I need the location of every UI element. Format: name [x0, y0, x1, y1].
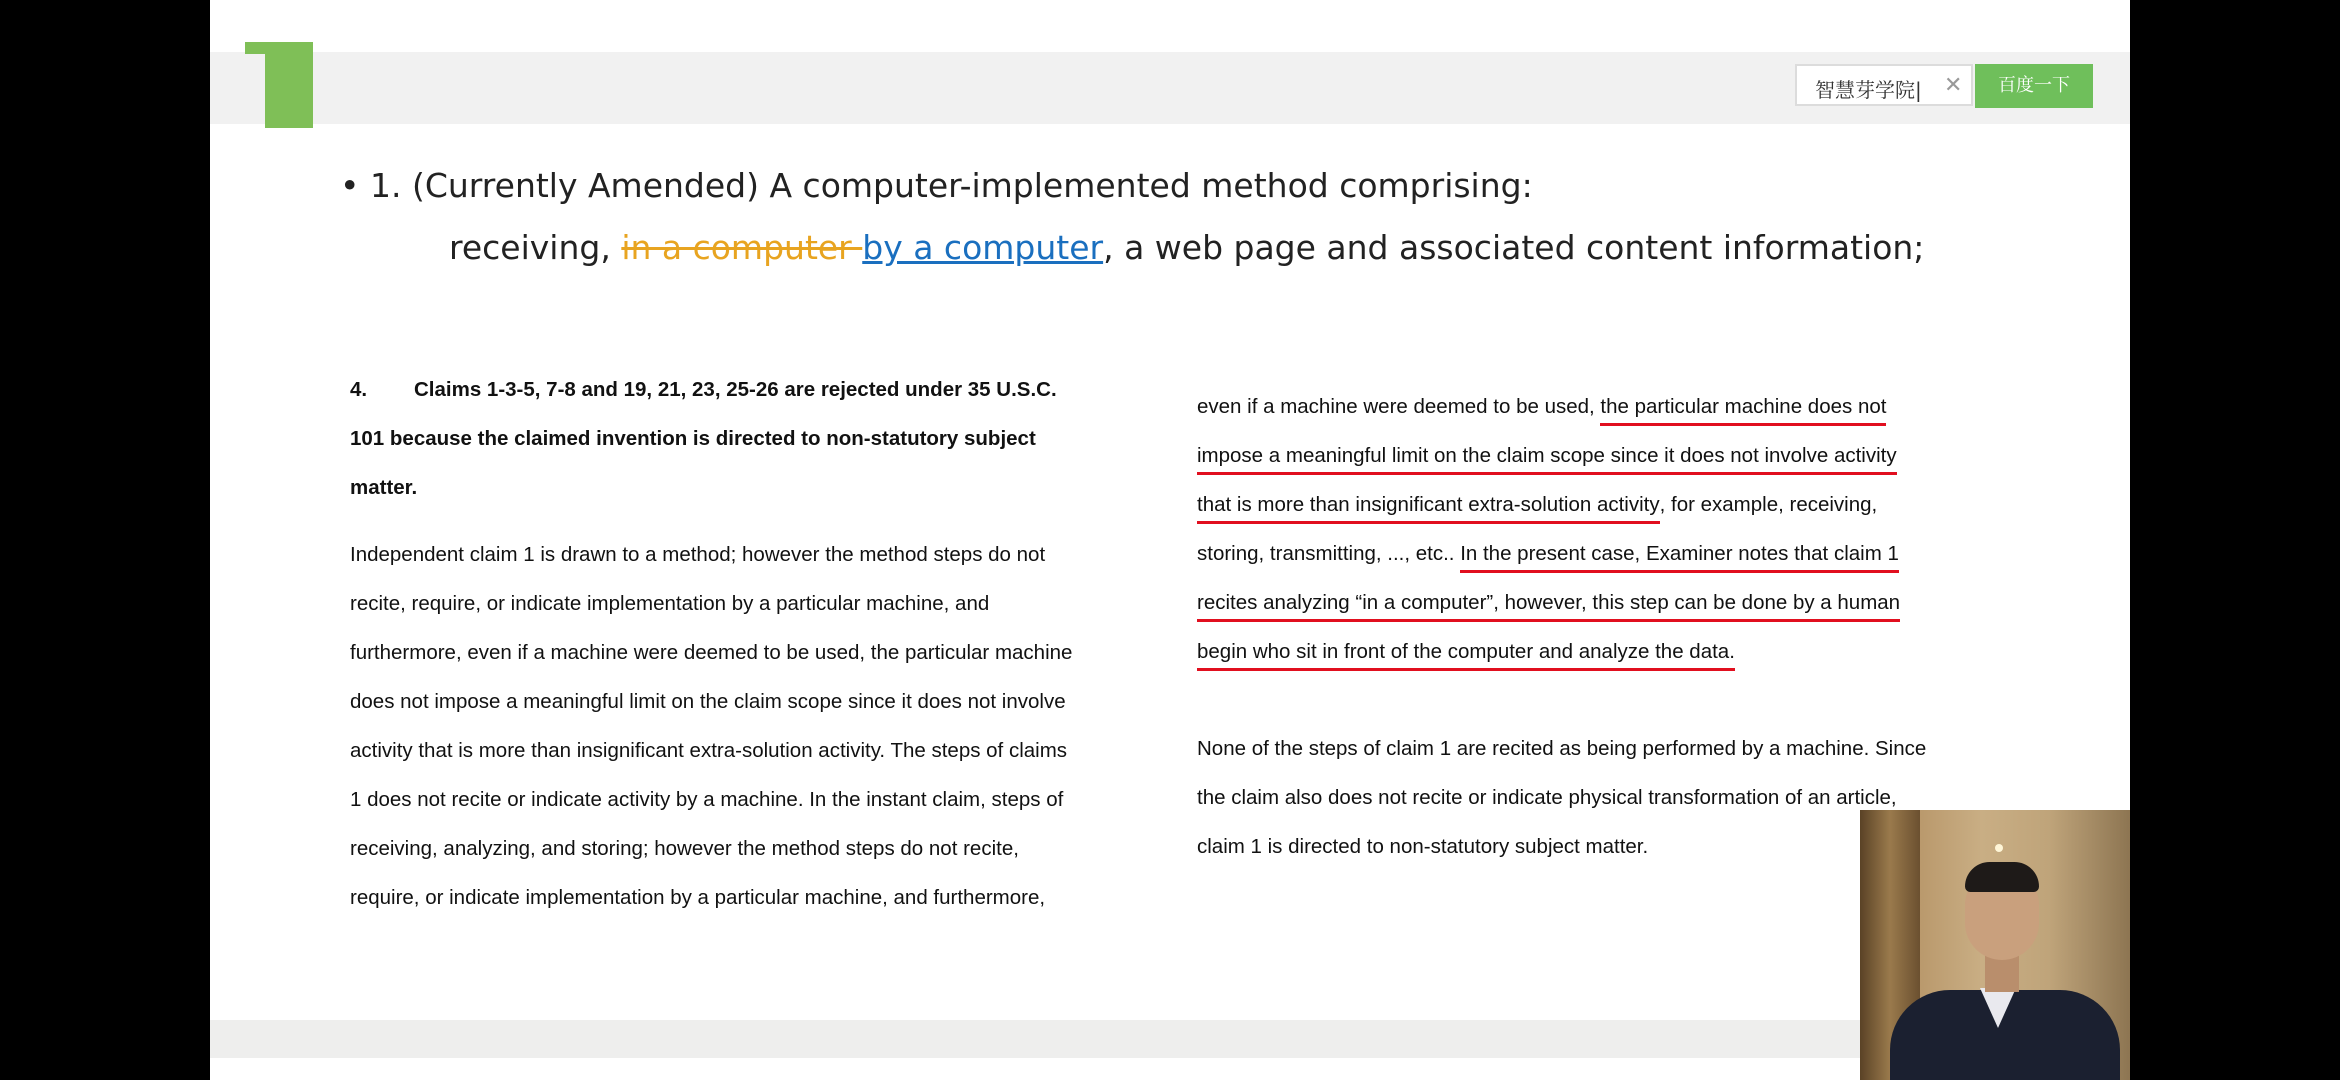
rejection-heading-line — [350, 365, 1130, 414]
presenter-video[interactable] — [1860, 810, 2130, 1080]
close-icon[interactable]: ✕ — [1944, 72, 1963, 97]
body-line — [1197, 382, 1997, 431]
slide-footer-band — [210, 1020, 2130, 1058]
rejection-heading-line: matter. — [350, 476, 418, 499]
search-box — [1795, 64, 2093, 110]
search-button[interactable]: 百度一下 — [1975, 64, 2093, 108]
body-line: 1 does not recite or indicate activity by a machine. In the instant claim, steps of — [350, 788, 1064, 811]
spacer — [350, 512, 1130, 530]
claim-heading-text: 1. (Currently Amended) A computer-implemented method comprising: — [370, 166, 1533, 205]
body-line — [1197, 627, 1997, 676]
plain-text: , for example, receiving, — [1659, 493, 1878, 516]
presenter-hair — [1965, 862, 2039, 892]
claim-heading — [340, 166, 1533, 205]
section-number: 4. — [350, 378, 368, 401]
underlined-text: In the present case, Examiner notes that claim 1 — [1460, 542, 1899, 565]
office-action-left-column — [350, 365, 1130, 922]
bullet-icon: • — [340, 166, 360, 205]
body-line — [1197, 480, 1997, 529]
underlined-text: that is more than insignificant extra-solution activity — [1197, 493, 1660, 516]
inserted-text: by a computer — [862, 228, 1104, 267]
receiving-suffix: , a web page and associated content information; — [1103, 228, 1925, 267]
body-line — [1197, 431, 1997, 480]
body-line: Independent claim 1 is drawn to a method; however the method steps do not — [350, 543, 1046, 566]
body-line — [1197, 578, 1997, 627]
body-line: receiving, analyzing, and storing; however the method steps do not recite, — [350, 837, 1019, 860]
body-line: claim 1 is directed to non-statutory subject matter. — [1197, 835, 1649, 858]
rejection-heading-line: 101 because the claimed invention is directed to non-statutory subject — [350, 427, 1036, 450]
body-line: recite, require, or indicate implementation by a particular machine, and — [350, 592, 990, 615]
body-line: the claim also does not recite or indicate physical transformation of an article, — [1197, 786, 1897, 809]
body-line — [1197, 529, 1997, 578]
claim-amendment-line — [449, 228, 1924, 267]
office-action-right-column — [1197, 382, 1997, 871]
body-line: require, or indicate implementation by a particular machine, and furthermore, — [350, 886, 1046, 909]
underlined-text: the particular machine does not — [1600, 395, 1887, 418]
body-line: activity that is more than insignificant extra-solution activity. The steps of claims — [350, 739, 1068, 762]
underlined-text: begin who sit in front of the computer and analyze the data. — [1197, 640, 1735, 663]
body-line: does not impose a meaningful limit on the claim scope since it does not involve — [350, 690, 1066, 713]
logo-bar — [265, 42, 313, 128]
plain-text: even if a machine were deemed to be used, — [1197, 395, 1601, 418]
receiving-prefix: receiving, — [449, 228, 622, 267]
deleted-text: in a computer — [621, 228, 863, 267]
underlined-text: recites analyzing “in a computer”, however, this step can be done by a human — [1197, 591, 1901, 614]
plain-text: storing, transmitting, ..., etc.. — [1197, 542, 1461, 565]
video-light — [1995, 844, 2003, 852]
slide — [210, 0, 2130, 1080]
body-line: furthermore, even if a machine were deemed to be used, the particular machine — [350, 641, 1073, 664]
spacer — [1197, 676, 1997, 724]
search-input[interactable]: 智慧芽学院| — [1795, 64, 1973, 106]
body-line: None of the steps of claim 1 are recited as being performed by a machine. Since — [1197, 737, 1927, 760]
underlined-text: impose a meaningful limit on the claim scope since it does not involve activity — [1197, 444, 1897, 467]
rejection-heading-text: Claims 1-3-5, 7-8 and 19, 21, 23, 25-26 are rejected under 35 U.S.C. — [414, 378, 1057, 401]
